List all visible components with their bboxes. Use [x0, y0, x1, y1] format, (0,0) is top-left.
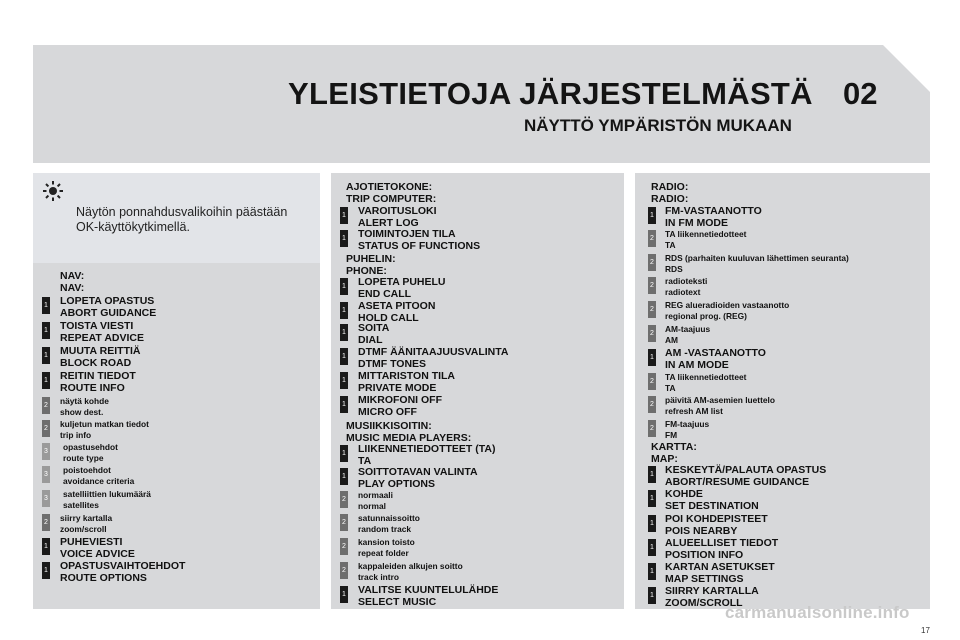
level-1-badge: 1	[340, 230, 348, 247]
menu-item-label-fi: TOIMINTOJEN TILA	[358, 228, 456, 240]
level-1-badge: 1	[42, 347, 50, 364]
menu-item-label-fi: SIIRRY KARTALLA	[665, 585, 759, 597]
menu-item-label-fi: näytä kohde	[60, 396, 109, 406]
level-3-badge: 3	[42, 466, 50, 483]
music-menu-item	[358, 490, 393, 511]
menu-item-label-fi: poistoehdot	[63, 465, 111, 475]
phone-heading-fi: PUHELIN:	[346, 253, 396, 265]
level-1-badge: 1	[340, 468, 348, 485]
menu-item-label-en: POIS NEARBY	[665, 525, 738, 537]
menu-item-label-en: HOLD CALL	[358, 312, 419, 324]
menu-item-label-en: refresh AM list	[665, 405, 723, 416]
trip-computer-heading-fi: AJOTIETOKONE:	[346, 181, 433, 193]
menu-item-label-fi: MUUTA REITTIÄ	[60, 345, 141, 357]
menu-item-label-en: POSITION INFO	[665, 549, 744, 561]
radio-menu-item	[665, 300, 789, 321]
menu-item-label-fi: päivitä AM-asemien luettelo	[665, 395, 775, 405]
map-menu-item	[665, 464, 826, 488]
level-3-badge: 3	[42, 443, 50, 460]
menu-item-label-en: ZOOM/SCROLL	[665, 597, 743, 609]
menu-item-label-en: RDS	[665, 263, 683, 274]
level-2-badge: 2	[648, 325, 656, 342]
menu-item-label-fi: RDS (parhaiten kuuluvan lähettimen seuranta)	[665, 253, 849, 263]
radio-heading	[651, 181, 688, 205]
level-2-badge: 2	[340, 538, 348, 555]
menu-item-label-en: ROUTE OPTIONS	[60, 572, 147, 584]
phone-menu-item	[358, 300, 435, 324]
music-heading	[346, 420, 471, 444]
menu-item-label-en: avoidance criteria	[63, 475, 135, 486]
radio-menu-item	[665, 347, 766, 371]
menu-item-label-en: satellites	[63, 499, 99, 510]
menu-item-label-fi: REITIN TIEDOT	[60, 370, 136, 382]
level-2-badge: 2	[648, 277, 656, 294]
menu-item-label-en: AM	[665, 334, 679, 345]
menu-item-label-fi: satunnaissoitto	[358, 513, 420, 523]
radio-menu-item	[665, 372, 746, 393]
menu-item-label-en: TA	[665, 382, 676, 393]
watermark: carmanualsonline.info	[725, 603, 910, 622]
menu-item-label-en: MICRO OFF	[358, 406, 417, 418]
menu-item-label-fi: TOISTA VIESTI	[60, 320, 134, 332]
menu-item-label-en: random track	[358, 523, 412, 534]
menu-item-label-fi: ASETA PITOON	[358, 300, 436, 312]
level-2-badge: 2	[648, 254, 656, 271]
map-heading-fi: KARTTA:	[651, 441, 697, 453]
nav-menu-item	[60, 320, 144, 344]
menu-item-label-fi: radioteksti	[665, 276, 708, 286]
menu-item-label-fi: siirry kartalla	[60, 513, 113, 523]
nav-heading-en: NAV:	[60, 282, 85, 294]
menu-item-label-fi: opastusehdot	[63, 442, 118, 452]
radio-menu-item	[665, 205, 762, 229]
level-1-badge: 1	[340, 445, 348, 462]
radio-menu-item	[665, 276, 707, 297]
menu-item-label-en: IN FM MODE	[665, 217, 728, 229]
menu-item-label-en: SET DESTINATION	[665, 500, 759, 512]
menu-item-label-fi: MIKROFONI OFF	[358, 394, 442, 406]
menu-item-label-en: ALERT LOG	[358, 217, 419, 229]
level-2-badge: 2	[42, 397, 50, 414]
menu-item-label-fi: LIIKENNETIEDOTTEET (TA)	[358, 443, 496, 455]
radio-menu-item	[665, 395, 775, 416]
phone-menu-item	[358, 370, 455, 394]
menu-item-label-fi: KARTAN ASETUKSET	[665, 561, 775, 573]
menu-item-label-fi: LOPETA OPASTUS	[60, 295, 155, 307]
level-2-badge: 2	[648, 230, 656, 247]
level-1-badge: 1	[648, 207, 656, 224]
menu-item-label-fi: VAROITUSLOKI	[358, 205, 437, 217]
nav-menu-item	[63, 489, 151, 510]
menu-item-label-en: BLOCK ROAD	[60, 357, 132, 369]
nav-menu-item	[60, 536, 135, 560]
map-menu-item	[665, 537, 778, 561]
level-2-badge: 2	[648, 396, 656, 413]
page-subtitle: NÄYTTÖ YMPÄRISTÖN MUKAAN	[524, 116, 792, 135]
nav-menu-item	[63, 442, 118, 463]
trip-menu-item	[358, 228, 480, 252]
menu-item-label-fi: VALITSE KUUNTELULÄHDE	[358, 584, 499, 596]
page-number: 17	[921, 626, 930, 635]
sun-icon	[40, 178, 66, 204]
menu-item-label-fi: FM-taajuus	[665, 419, 710, 429]
map-heading	[651, 441, 697, 465]
music-menu-item	[358, 561, 463, 582]
menu-item-label-fi: SOITA	[358, 322, 390, 334]
nav-menu-item	[60, 513, 112, 534]
menu-item-label-en: show dest.	[60, 406, 104, 417]
nav-menu-item	[60, 560, 185, 584]
menu-item-label-en: TA	[665, 239, 676, 250]
level-2-badge: 2	[340, 514, 348, 531]
level-2-badge: 2	[340, 562, 348, 579]
level-1-badge: 1	[340, 278, 348, 295]
menu-item-label-fi: DTMF ÄÄNITAAJUUSVALINTA	[358, 346, 509, 358]
music-menu-item	[358, 443, 495, 467]
menu-item-label-en: ABORT/RESUME GUIDANCE	[665, 476, 810, 488]
nav-menu-item	[63, 465, 134, 486]
menu-item-label-en: trip info	[60, 429, 92, 440]
level-1-badge: 1	[648, 466, 656, 483]
menu-item-label-en: track intro	[358, 571, 399, 582]
phone-heading-en: PHONE:	[346, 265, 387, 277]
level-3-badge: 3	[42, 490, 50, 507]
menu-item-label-fi: kappaleiden alkujen soitto	[358, 561, 463, 571]
level-1-badge: 1	[340, 207, 348, 224]
level-1-badge: 1	[42, 562, 50, 579]
level-2-badge: 2	[42, 420, 50, 437]
menu-item-label-fi: TA liikennetiedotteet	[665, 372, 747, 382]
level-1-badge: 1	[648, 490, 656, 507]
level-1-badge: 1	[648, 563, 656, 580]
menu-item-label-fi: satelliittien lukumäärä	[63, 489, 151, 499]
menu-item-label-en: DIAL	[358, 334, 383, 346]
music-menu-item	[358, 513, 420, 534]
phone-heading	[346, 253, 396, 277]
level-1-badge: 1	[340, 586, 348, 603]
level-1-badge: 1	[340, 302, 348, 319]
trip-computer-heading	[346, 181, 436, 205]
menu-item-label-fi: AM -VASTAANOTTO	[665, 347, 766, 359]
nav-heading	[60, 270, 84, 294]
phone-menu-item	[358, 276, 446, 300]
music-menu-item	[358, 584, 498, 608]
menu-item-label-fi: KOHDE	[665, 488, 703, 500]
map-menu-item	[665, 488, 759, 512]
music-menu-item	[358, 537, 415, 558]
menu-item-label-fi: LOPETA PUHELU	[358, 276, 446, 288]
phone-menu-item	[358, 394, 442, 418]
menu-item-label-fi: FM-VASTAANOTTO	[665, 205, 762, 217]
menu-item-label-fi: REG alueradioiden vastaanotto	[665, 300, 790, 310]
menu-item-label-en: regional prog. (REG)	[665, 310, 747, 321]
map-menu-item	[665, 561, 775, 585]
phone-menu-item	[358, 322, 389, 346]
level-1-badge: 1	[42, 538, 50, 555]
menu-item-label-en: ABORT GUIDANCE	[60, 307, 157, 319]
menu-item-label-fi: kuljetun matkan tiedot	[60, 419, 149, 429]
page-title: YLEISTIETOJA JÄRJESTELMÄSTÄ	[288, 76, 813, 111]
level-1-badge: 1	[42, 372, 50, 389]
menu-item-label-fi: KESKEYTÄ/PALAUTA OPASTUS	[665, 464, 827, 476]
menu-item-label-en: REPEAT ADVICE	[60, 332, 145, 344]
trip-computer-heading-en: TRIP COMPUTER:	[346, 193, 437, 205]
music-heading-fi: MUSIIKKISOITIN:	[346, 420, 432, 432]
nav-menu-item	[60, 345, 141, 369]
level-1-badge: 1	[340, 348, 348, 365]
menu-item-label-fi: OPASTUSVAIHTOEHDOT	[60, 560, 186, 572]
nav-menu-item	[60, 370, 136, 394]
map-heading-en: MAP:	[651, 453, 678, 465]
menu-item-label-fi: SOITTOTAVAN VALINTA	[358, 466, 478, 478]
menu-item-label-fi: normaali	[358, 490, 393, 500]
level-2-badge: 2	[648, 373, 656, 390]
level-1-badge: 1	[340, 372, 348, 389]
level-1-badge: 1	[42, 322, 50, 339]
tip-text: Näytön ponnahdusvalikoihin päästään OK-käyttökytkimellä.	[76, 205, 288, 234]
level-1-badge: 1	[648, 515, 656, 532]
menu-item-label-fi: POI KOHDEPISTEET	[665, 513, 768, 525]
level-2-badge: 2	[340, 491, 348, 508]
nav-menu-item	[60, 419, 149, 440]
menu-item-label-en: IN AM MODE	[665, 359, 729, 371]
menu-item-label-en: TA	[358, 455, 372, 467]
radio-menu-item	[665, 324, 710, 345]
trip-menu-item	[358, 205, 437, 229]
menu-item-label-en: zoom/scroll	[60, 523, 107, 534]
chapter-number: 02	[843, 76, 878, 111]
menu-item-label-fi: MITTARISTON TILA	[358, 370, 456, 382]
menu-item-label-en: route type	[63, 452, 104, 463]
menu-item-label-fi: ALUEELLISET TIEDOT	[665, 537, 779, 549]
menu-item-label-en: FM	[665, 429, 678, 440]
phone-menu-item	[358, 346, 509, 370]
level-2-badge: 2	[648, 420, 656, 437]
level-1-badge: 1	[648, 587, 656, 604]
menu-item-label-fi: AM-taajuus	[665, 324, 711, 334]
level-1-badge: 1	[340, 324, 348, 341]
menu-item-label-en: SELECT MUSIC	[358, 596, 437, 608]
music-menu-item	[358, 466, 478, 490]
menu-item-label-fi: PUHEVIESTI	[60, 536, 123, 548]
music-heading-en: MUSIC MEDIA PLAYERS:	[346, 432, 472, 444]
menu-item-label-fi: TA liikennetiedotteet	[665, 229, 747, 239]
nav-menu-item	[60, 295, 156, 319]
level-2-badge: 2	[648, 301, 656, 318]
menu-item-label-en: normal	[358, 500, 386, 511]
menu-item-label-fi: kansion toisto	[358, 537, 415, 547]
menu-item-label-en: STATUS OF FUNCTIONS	[358, 240, 481, 252]
menu-item-label-en: radiotext	[665, 286, 701, 297]
level-1-badge: 1	[648, 349, 656, 366]
menu-item-label-en: DTMF TONES	[358, 358, 427, 370]
level-1-badge: 1	[42, 297, 50, 314]
radio-menu-item	[665, 419, 709, 440]
radio-heading-en: RADIO:	[651, 193, 689, 205]
radio-menu-item	[665, 253, 849, 274]
menu-item-label-en: PRIVATE MODE	[358, 382, 437, 394]
level-1-badge: 1	[648, 539, 656, 556]
nav-heading-fi: NAV:	[60, 270, 85, 282]
menu-item-label-en: repeat folder	[358, 547, 409, 558]
level-2-badge: 2	[42, 514, 50, 531]
menu-item-label-en: MAP SETTINGS	[665, 573, 744, 585]
level-1-badge: 1	[340, 396, 348, 413]
radio-heading-fi: RADIO:	[651, 181, 689, 193]
menu-item-label-en: PLAY OPTIONS	[358, 478, 436, 490]
nav-menu-item	[60, 396, 109, 417]
menu-item-label-en: VOICE ADVICE	[60, 548, 135, 560]
map-menu-item	[665, 513, 768, 537]
radio-menu-item	[665, 229, 746, 250]
menu-item-label-en: ROUTE INFO	[60, 382, 125, 394]
menu-item-label-en: END CALL	[358, 288, 412, 300]
